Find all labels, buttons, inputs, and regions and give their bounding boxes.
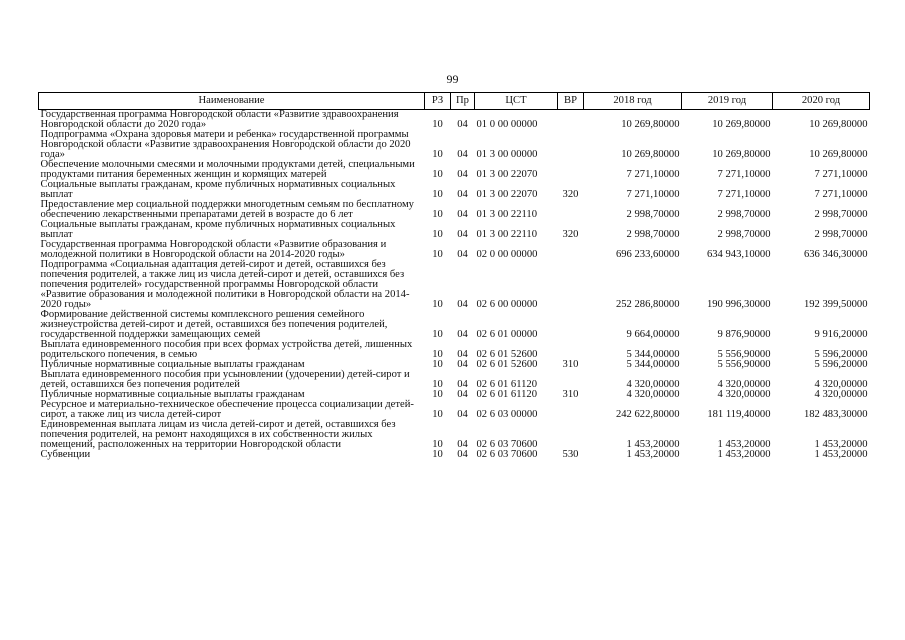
row-rz: 10 xyxy=(432,249,443,260)
row-2020: 5 596,20000 xyxy=(814,359,868,370)
row-2020: 10 269,80000 xyxy=(809,149,868,160)
header-2020: 2020 год xyxy=(773,93,870,110)
row-2018: 10 269,80000 xyxy=(621,119,680,130)
row-2019: 5 556,90000 xyxy=(717,349,771,360)
row-name: Выплата единовременного пособия при всех формах устройства детей, лишенных родительского попечения, в семью xyxy=(40,339,413,360)
row-2019: 7 271,10000 xyxy=(717,169,771,180)
row-2020: 1 453,20000 xyxy=(814,449,868,460)
row-pr: 04 xyxy=(457,379,468,390)
row-2020: 7 271,10000 xyxy=(814,169,868,180)
row-2018: 252 286,80000 xyxy=(615,299,680,310)
row-name: Формирование действенной системы комплексного решения семейного жизнеустройства детей-сирот и детей, оставшихся без попечения родителей, государственной поддержки замещающих семей xyxy=(40,309,388,340)
table-row xyxy=(39,370,870,390)
row-rz: 10 xyxy=(432,409,443,420)
row-vr: 310 xyxy=(562,359,579,370)
row-2018: 242 622,80000 xyxy=(615,409,680,420)
table-row xyxy=(39,240,870,260)
row-2018: 4 320,00000 xyxy=(626,389,680,400)
table-row xyxy=(39,130,870,160)
header-cst: ЦСТ xyxy=(475,93,558,110)
row-2020: 9 916,20000 xyxy=(814,329,868,340)
table-header xyxy=(39,93,870,110)
row-2018: 7 271,10000 xyxy=(626,189,680,200)
page-number: 99 xyxy=(446,72,459,86)
header-vr: ВР xyxy=(558,93,584,110)
row-name: Ресурсное и материально-техническое обеспечение процесса социализации детей-сирот, а также лиц из числа детей-сирот xyxy=(40,399,414,420)
row-vr xyxy=(558,200,584,220)
row-2019: 4 320,00000 xyxy=(717,389,771,400)
row-cst: 01 3 00 22070 xyxy=(476,169,538,180)
row-cst: 02 6 01 52600 xyxy=(476,349,538,360)
row-pr: 04 xyxy=(457,299,468,310)
row-vr: 310 xyxy=(562,389,579,400)
row-2018: 2 998,70000 xyxy=(626,209,680,220)
row-2020: 1 453,20000 xyxy=(814,439,868,450)
row-2019: 7 271,10000 xyxy=(717,189,771,200)
row-pr: 04 xyxy=(457,249,468,260)
header-rz: РЗ xyxy=(425,93,451,110)
row-2018: 696 233,60000 xyxy=(615,249,680,260)
row-2019: 1 453,20000 xyxy=(717,449,771,460)
row-rz: 10 xyxy=(432,389,443,400)
row-cst: 02 6 03 70600 xyxy=(476,439,538,450)
row-rz: 10 xyxy=(432,149,443,160)
row-rz: 10 xyxy=(432,119,443,130)
row-2020: 5 596,20000 xyxy=(814,349,868,360)
row-cst: 02 6 01 61120 xyxy=(476,389,538,400)
row-pr: 04 xyxy=(457,119,468,130)
row-2018: 1 453,20000 xyxy=(626,449,680,460)
row-rz: 10 xyxy=(432,169,443,180)
row-rz: 10 xyxy=(432,379,443,390)
row-pr: 04 xyxy=(457,439,468,450)
budget-table xyxy=(38,92,870,460)
row-pr: 04 xyxy=(457,169,468,180)
row-cst: 02 6 01 00000 xyxy=(476,329,538,340)
table-row xyxy=(39,260,870,310)
row-vr xyxy=(558,260,584,310)
row-2020: 7 271,10000 xyxy=(814,189,868,200)
row-cst: 02 6 01 61120 xyxy=(476,379,538,390)
row-cst: 01 3 00 22110 xyxy=(476,209,538,220)
row-2020: 2 998,70000 xyxy=(814,209,868,220)
row-pr: 04 xyxy=(457,449,468,460)
row-cst: 02 6 03 70600 xyxy=(476,449,538,460)
table-body xyxy=(39,110,870,461)
table-row xyxy=(39,400,870,420)
row-vr xyxy=(558,420,584,450)
header-pr: Пр xyxy=(451,93,475,110)
row-name: Государственная программа Новгородской области «Развитие образования и молодежной политики в Новгородской области на 2014-2020 годы» xyxy=(40,239,387,260)
row-rz: 10 xyxy=(432,229,443,240)
table-row xyxy=(39,450,870,460)
table-row xyxy=(39,200,870,220)
row-2018: 7 271,10000 xyxy=(626,169,680,180)
row-2018: 1 453,20000 xyxy=(626,439,680,450)
row-pr: 04 xyxy=(457,349,468,360)
row-2018: 10 269,80000 xyxy=(621,149,680,160)
table-row xyxy=(39,220,870,240)
header-2018: 2018 год xyxy=(584,93,682,110)
row-2020: 2 998,70000 xyxy=(814,229,868,240)
row-cst: 02 6 00 00000 xyxy=(476,299,538,310)
row-name: Публичные нормативные социальные выплаты гражданам xyxy=(40,359,305,370)
row-name: Подпрограмма «Социальная адаптация детей-сирот и детей, оставшихся без попечения родителей, а также лиц из числа детей-сирот и детей, оставшихся без попечения родителей» государственной программы Новгородской области «Развитие образования и молодежной политики в Новгородской области на 2014-2020 годы» xyxy=(40,259,410,310)
row-name: Социальные выплаты гражданам, кроме публичных нормативных социальных выплат xyxy=(40,179,396,200)
row-2018: 2 998,70000 xyxy=(626,229,680,240)
header-2019: 2019 год xyxy=(682,93,773,110)
row-2018: 9 664,00000 xyxy=(626,329,680,340)
row-2019: 2 998,70000 xyxy=(717,209,771,220)
row-2019: 634 943,10000 xyxy=(706,249,771,260)
row-vr: 530 xyxy=(562,449,579,460)
row-name: Единовременная выплата лицам из числа детей-сирот и детей, оставшихся без попечения родителей, на ремонт находящихся в их собственности жилых помещений, расположенных на территории Новгородской области xyxy=(40,419,396,450)
row-rz: 10 xyxy=(432,299,443,310)
row-2020: 4 320,00000 xyxy=(814,389,868,400)
row-rz: 10 xyxy=(432,209,443,220)
row-pr: 04 xyxy=(457,149,468,160)
table-row xyxy=(39,160,870,180)
row-cst: 02 6 01 52600 xyxy=(476,359,538,370)
row-2018: 4 320,00000 xyxy=(626,379,680,390)
row-vr: 320 xyxy=(562,189,579,200)
row-rz: 10 xyxy=(432,349,443,360)
row-pr: 04 xyxy=(457,389,468,400)
table-row xyxy=(39,340,870,360)
row-cst: 02 6 03 00000 xyxy=(476,409,538,420)
row-2019: 10 269,80000 xyxy=(712,149,771,160)
row-vr xyxy=(558,110,584,131)
row-vr xyxy=(558,160,584,180)
row-cst: 01 3 00 22070 xyxy=(476,189,538,200)
row-2020: 182 483,30000 xyxy=(803,409,868,420)
row-2019: 190 996,30000 xyxy=(706,299,771,310)
row-cst: 01 3 00 22110 xyxy=(476,229,538,240)
row-name: Публичные нормативные социальные выплаты гражданам xyxy=(40,389,305,400)
row-2019: 1 453,20000 xyxy=(717,439,771,450)
row-2020: 192 399,50000 xyxy=(803,299,868,310)
row-name: Обеспечение молочными смесями и молочными продуктами детей, специальными продуктами питания беременных женщин и кормящих матерей xyxy=(40,159,415,180)
row-rz: 10 xyxy=(432,359,443,370)
row-name: Выплата единовременного пособия при усыновлении (удочерении) детей-сирот и детей, оставшихся без попечения родителей xyxy=(40,369,410,390)
row-vr xyxy=(558,310,584,340)
row-vr xyxy=(558,400,584,420)
row-rz: 10 xyxy=(432,439,443,450)
row-vr xyxy=(558,340,584,360)
row-cst: 02 0 00 00000 xyxy=(476,249,538,260)
row-pr: 04 xyxy=(457,329,468,340)
row-pr: 04 xyxy=(457,409,468,420)
header-name: Наименование xyxy=(39,93,425,110)
row-pr: 04 xyxy=(457,189,468,200)
row-2019: 9 876,90000 xyxy=(717,329,771,340)
row-2019: 10 269,80000 xyxy=(712,119,771,130)
row-rz: 10 xyxy=(432,329,443,340)
table-row xyxy=(39,310,870,340)
row-2018: 5 344,00000 xyxy=(626,349,680,360)
row-vr xyxy=(558,370,584,390)
row-2020: 636 346,30000 xyxy=(803,249,868,260)
table-row xyxy=(39,110,870,131)
row-rz: 10 xyxy=(432,189,443,200)
row-2020: 10 269,80000 xyxy=(809,119,868,130)
row-name: Субвенции xyxy=(40,449,91,460)
row-2019: 4 320,00000 xyxy=(717,379,771,390)
row-vr xyxy=(558,240,584,260)
row-pr: 04 xyxy=(457,229,468,240)
row-name: Предоставление мер социальной поддержки многодетным семьям по бесплатному обеспечению лекарственными препаратами детей в возрасте до 6 лет xyxy=(40,199,414,220)
row-2020: 4 320,00000 xyxy=(814,379,868,390)
row-cst: 01 3 00 00000 xyxy=(476,149,538,160)
table-row xyxy=(39,180,870,200)
row-pr: 04 xyxy=(457,359,468,370)
row-2019: 181 119,40000 xyxy=(707,409,771,420)
row-cst: 01 0 00 00000 xyxy=(476,119,538,130)
row-rz: 10 xyxy=(432,449,443,460)
row-vr: 320 xyxy=(562,229,579,240)
row-vr xyxy=(558,130,584,160)
row-2018: 5 344,00000 xyxy=(626,359,680,370)
table-row xyxy=(39,420,870,450)
row-name: Социальные выплаты гражданам, кроме публичных нормативных социальных выплат xyxy=(40,219,396,240)
row-2019: 5 556,90000 xyxy=(717,359,771,370)
row-name: Подпрограмма «Охрана здоровья матери и ребенка» государственной программы Новгородской области «Развитие здравоохранения Новгородской области до 2020 года» xyxy=(40,129,411,160)
row-pr: 04 xyxy=(457,209,468,220)
row-2019: 2 998,70000 xyxy=(717,229,771,240)
row-name: Государственная программа Новгородской области «Развитие здравоохранения Новгородской области до 2020 года» xyxy=(40,109,399,130)
